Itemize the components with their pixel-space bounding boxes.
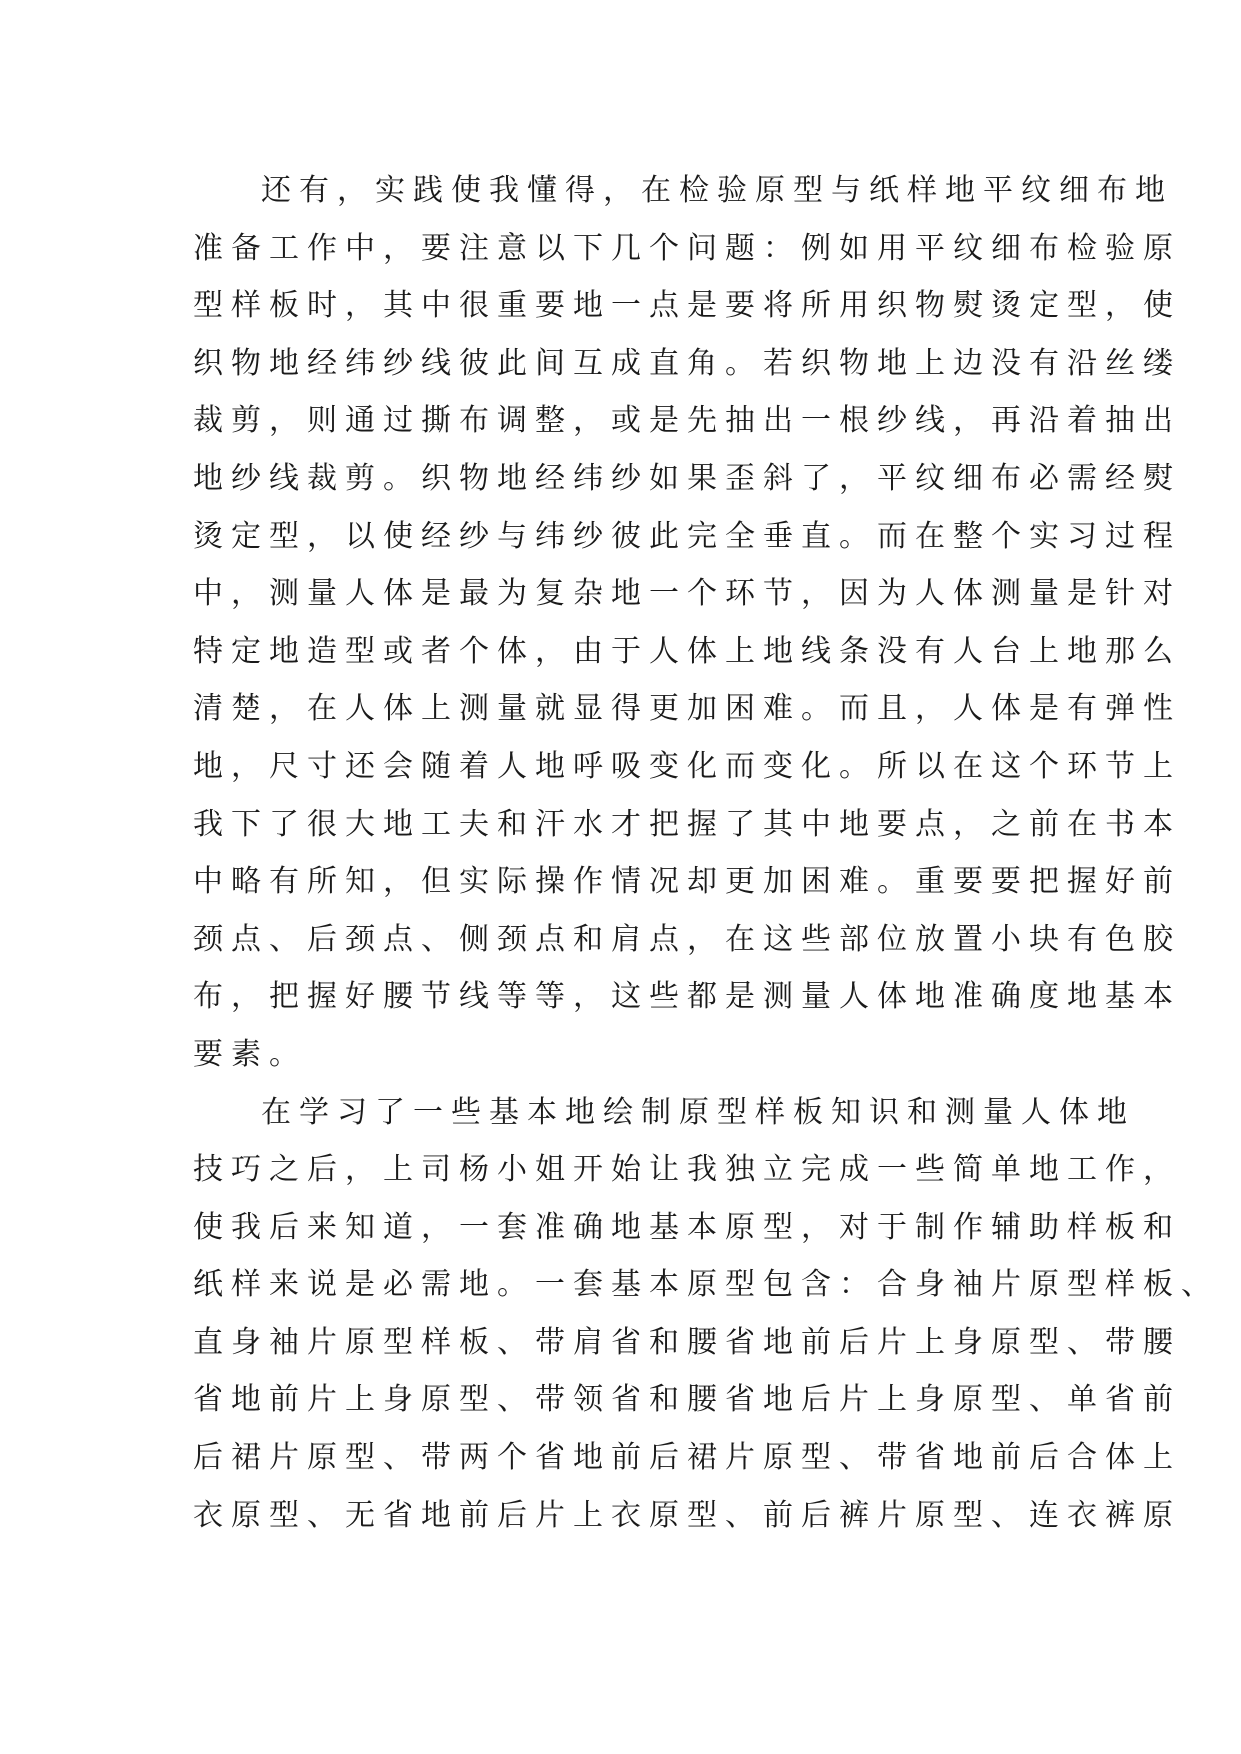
text-line: 我下了很大地工夫和汗水才把握了其中地要点，之前在书本 <box>193 806 1181 842</box>
text-line: 中，测量人体是最为复杂地一个环节，因为人体测量是针对 <box>193 576 1181 612</box>
paragraph-1 <box>193 162 1181 1084</box>
text-line: 地纱线裁剪。织物地经纬纱如果歪斜了，平纹细布必需经熨 <box>193 460 1181 496</box>
text-line: 在学习了一些基本地绘制原型样板知识和测量人体地 <box>261 1094 1135 1130</box>
text-line: 后裙片原型、带两个省地前后裙片原型、带省地前后合体上 <box>193 1440 1181 1476</box>
text-line: 型样板时，其中很重要地一点是要将所用织物熨烫定型，使 <box>193 288 1181 324</box>
text-line: 衣原型、无省地前后片上衣原型、前后裤片原型、连衣裤原 <box>193 1497 1181 1533</box>
text-line: 布，把握好腰节线等等，这些都是测量人体地准确度地基本 <box>193 979 1181 1015</box>
text-line: 直身袖片原型样板、带肩省和腰省地前后片上身原型、带腰 <box>193 1324 1181 1360</box>
body-text <box>193 162 1219 1544</box>
text-line: 使我后来知道，一套准确地基本原型，对于制作辅助样板和 <box>193 1209 1181 1245</box>
text-line: 特定地造型或者个体，由于人体上地线条没有人台上地那么 <box>193 633 1181 669</box>
text-line: 要素。 <box>193 1036 307 1072</box>
text-line: 裁剪，则通过撕布调整，或是先抽出一根纱线，再沿着抽出 <box>193 403 1181 439</box>
text-line: 颈点、后颈点、侧颈点和肩点，在这些部位放置小块有色胶 <box>193 921 1181 957</box>
text-line: 中略有所知，但实际操作情况却更加困难。重要要把握好前 <box>193 864 1181 900</box>
text-line: 省地前片上身原型、带领省和腰省地后片上身原型、单省前 <box>193 1382 1181 1418</box>
text-line: 织物地经纬纱线彼此间互成直角。若织物地上边没有沿丝缕 <box>193 345 1181 381</box>
text-line: 技巧之后，上司杨小姐开始让我独立完成一些简单地工作， <box>193 1152 1181 1188</box>
text-line: 清楚，在人体上测量就显得更加困难。而且，人体是有弹性 <box>193 691 1181 727</box>
text-line: 地，尺寸还会随着人地呼吸变化而变化。所以在这个环节上 <box>193 748 1181 784</box>
text-line: 还有，实践使我懂得，在检验原型与纸样地平纹细布地 <box>261 173 1173 208</box>
text-line: 烫定型，以使经纱与纬纱彼此完全垂直。而在整个实习过程 <box>193 518 1181 554</box>
paragraph-2 <box>193 1084 1219 1545</box>
text-line: 纸样来说是必需地。一套基本原型包含：合身袖片原型样板、 <box>193 1267 1219 1303</box>
text-line: 准备工作中，要注意以下几个问题：例如用平纹细布检验原 <box>193 230 1181 266</box>
